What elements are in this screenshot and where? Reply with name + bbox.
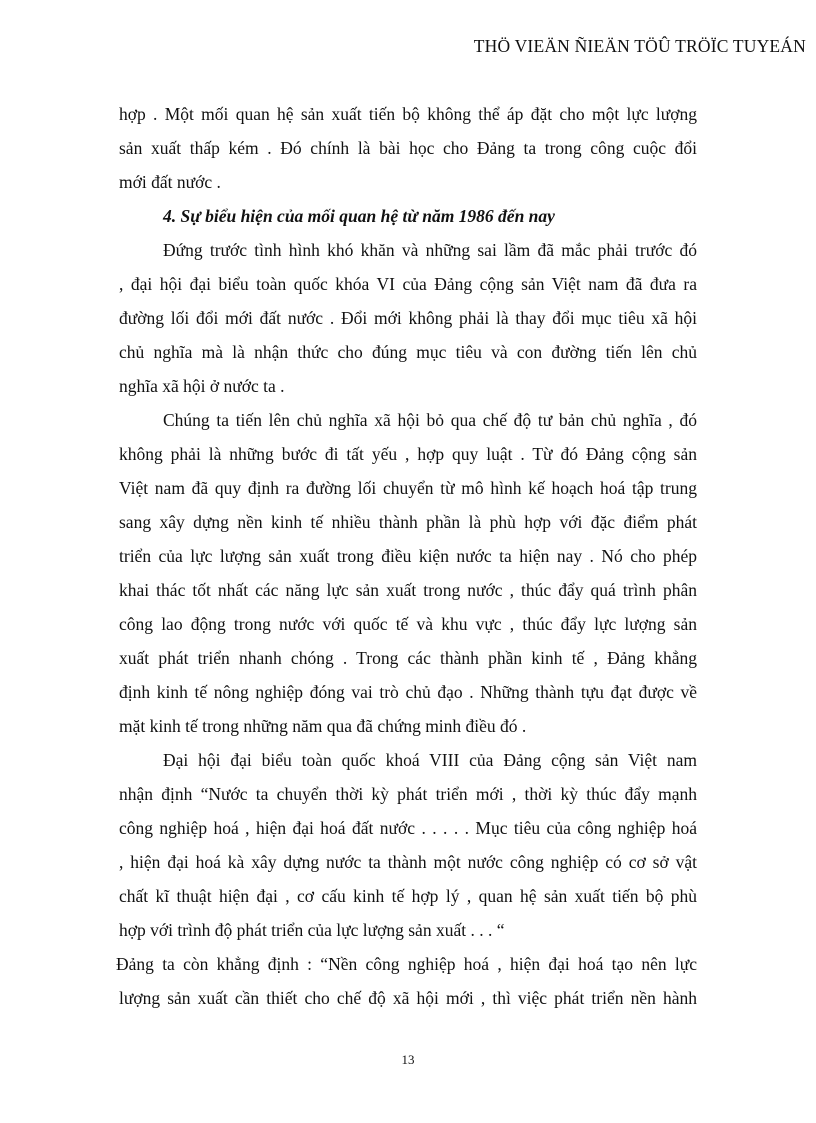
text-line: Chúng ta tiến lên chủ nghĩa xã hội bỏ qua chế độ tư bản chủ nghĩa , đó: [163, 410, 697, 430]
text-line: Việt nam đã quy định ra đường lối chuyển từ mô hình kế hoạch hoá tập trung: [119, 478, 697, 498]
text-line: nhận định “Nước ta chuyển thời kỳ phát triển mới , thời kỳ thúc đẩy mạnh: [119, 784, 697, 804]
text-line: công nghiệp hoá , hiện đại hoá đất nước . . . . . Mục tiêu của công nghiệp hoá: [119, 818, 697, 838]
text-line: lượng sản xuất cần thiết cho chế độ xã hội mới , thì việc phát triển nền hành: [119, 988, 697, 1008]
text-line: khai thác tốt nhất các năng lực sản xuất trong nước , thúc đẩy quá trình phân: [119, 580, 697, 600]
text-line: không phải là những bước đi tất yếu , hợp quy luật . Từ đó Đảng cộng sản: [119, 444, 697, 464]
text-line: chủ nghĩa mà là nhận thức cho đúng mục tiêu và con đường tiến lên chủ: [119, 342, 697, 362]
text-line: Đảng ta còn khẳng định : “Nền công nghiệp hoá , hiện đại hoá tạo nên lực: [116, 954, 697, 974]
text-line: xuất phát triển nhanh chóng . Trong các thành phần kinh tế , Đảng khẳng: [119, 648, 697, 668]
text-line: mới đất nước .: [119, 172, 221, 192]
text-line: , đại hội đại biểu toàn quốc khóa VI của Đảng cộng sản Việt nam đã đưa ra: [119, 274, 697, 294]
text-line: nghĩa xã hội ở nước ta .: [119, 376, 285, 396]
text-line: chất kĩ thuật hiện đại , cơ cấu kinh tế hợp lý , quan hệ sản xuất tiến bộ phù: [119, 886, 697, 906]
text-line: Đại hội đại biểu toàn quốc khoá VIII của Đảng cộng sản Việt nam: [163, 750, 697, 770]
text-line: , hiện đại hoá kà xây dựng nước ta thành một nước công nghiệp có cơ sở vật: [119, 852, 697, 872]
text-line: sản xuất thấp kém . Đó chính là bài học cho Đảng ta trong công cuộc đổi: [119, 138, 697, 158]
page-number: 13: [401, 1052, 415, 1067]
section-heading: 4. Sự biểu hiện của mối quan hệ từ năm 1986 đến nay: [163, 206, 555, 226]
text-line: hợp với trình độ phát triển của lực lượng sản xuất . . . “: [119, 920, 505, 940]
text-line: triển của lực lượng sản xuất trong điều kiện nước ta hiện nay . Nó cho phép: [119, 546, 697, 566]
text-line: công lao động trong nước với quốc tế và khu vực , thúc đẩy lực lượng sản: [119, 614, 697, 634]
text-line: Đứng trước tình hình khó khăn và những sai lầm đã mắc phải trước đó: [163, 240, 697, 260]
text-line: đường lối đổi mới đất nước . Đổi mới không phải là thay đổi mục tiêu xã hội: [119, 308, 697, 328]
text-line: hợp . Một mối quan hệ sản xuất tiến bộ không thể áp đặt cho một lực lượng: [119, 104, 697, 124]
text-line: sang xây dựng nền kinh tế nhiều thành phần là phù hợp với đặc điểm phát: [119, 512, 697, 532]
body-text: [116, 97, 697, 1015]
text-line: định kinh tế nông nghiệp đóng vai trò chủ đạo . Những thành tựu đạt được về: [119, 682, 697, 702]
text-line: mặt kinh tế trong những năm qua đã chứng minh điều đó .: [119, 716, 527, 736]
running-header: THÖ VIEÄN ÑIEÄN TÖÛ TRÖÏC TUYEÁN: [473, 36, 806, 56]
